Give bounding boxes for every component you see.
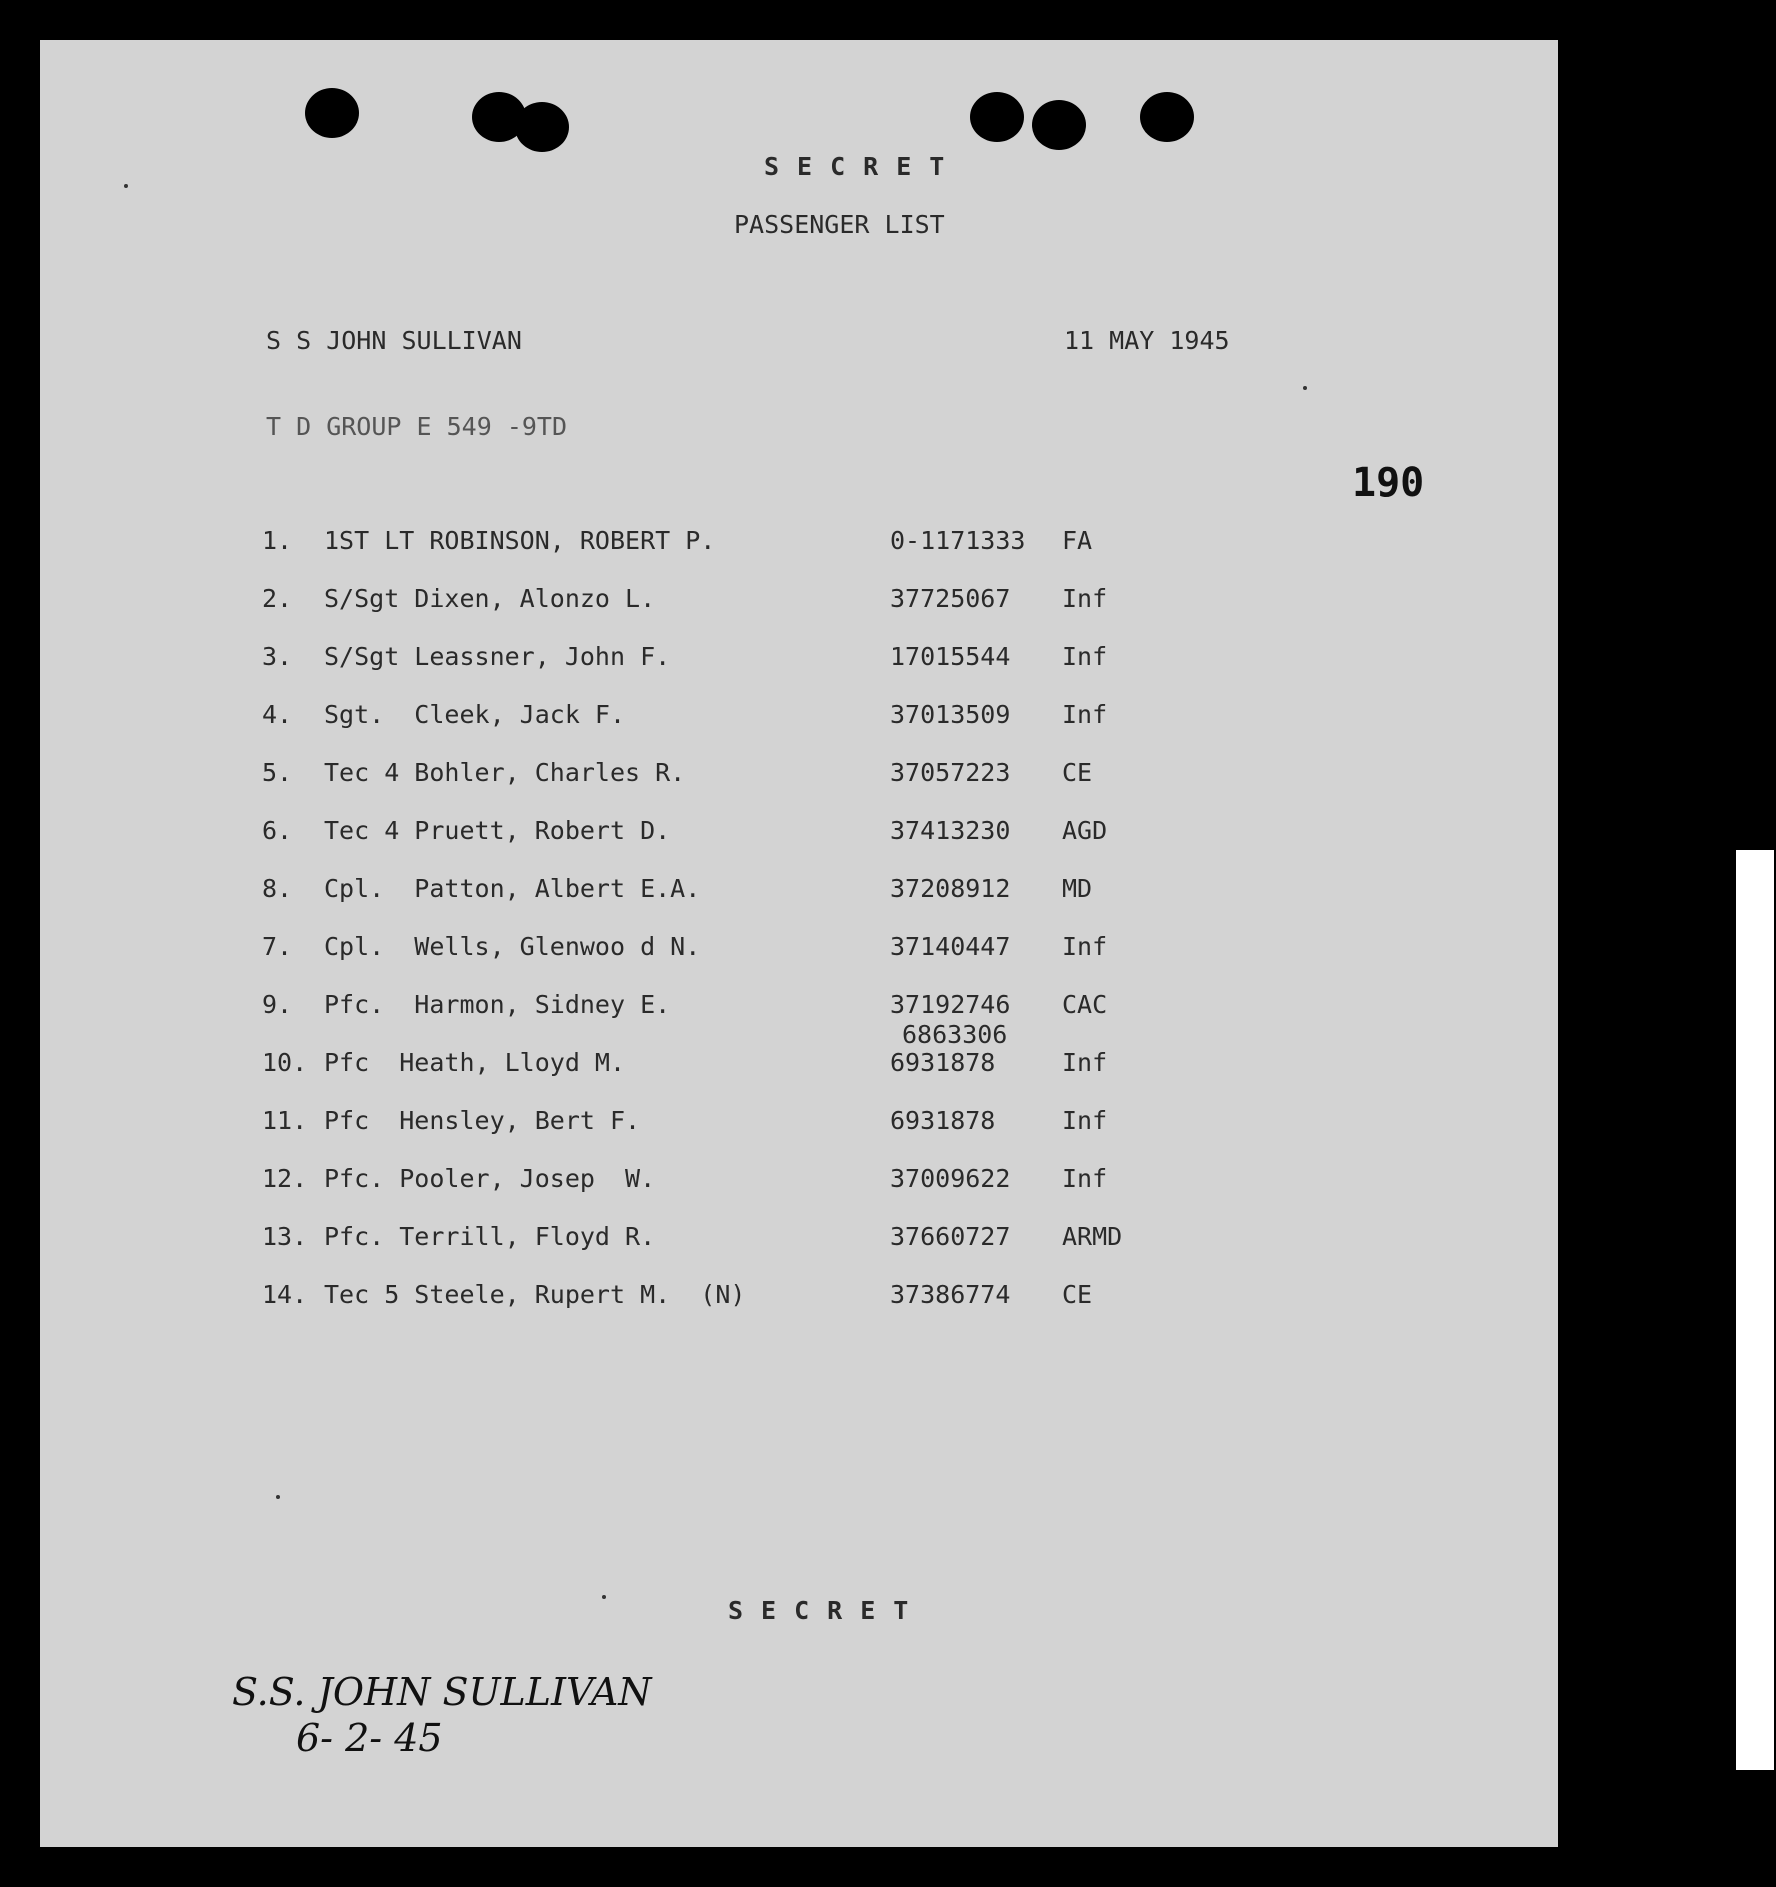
group-designation: T D GROUP E 549 -9TD	[266, 412, 568, 441]
serial-number: 37140447	[890, 932, 1011, 961]
branch: MD	[1062, 874, 1093, 903]
secret-heading-top: SECRET	[764, 152, 963, 181]
row-number: 6.	[262, 816, 293, 845]
passenger-name: Sgt. Cleek, Jack F.	[324, 700, 626, 729]
passenger-name: Pfc. Harmon, Sidney E.	[324, 990, 671, 1019]
passenger-name: Cpl. Patton, Albert E.A.	[324, 874, 701, 903]
serial-number: 6931878	[890, 1106, 996, 1135]
branch: Inf	[1062, 642, 1108, 671]
speck	[1303, 386, 1307, 390]
row-number: 13.	[262, 1222, 308, 1251]
page-number: 190	[1352, 460, 1425, 506]
passenger-name: Pfc. Terrill, Floyd R.	[324, 1222, 656, 1251]
serial-number: 37192746	[890, 990, 1011, 1019]
passenger-name: Tec 5 Steele, Rupert M. (N)	[324, 1280, 746, 1309]
punch-hole	[515, 102, 569, 152]
row-number: 5.	[262, 758, 293, 787]
document-title: PASSENGER LIST	[734, 210, 945, 239]
branch: Inf	[1062, 1048, 1108, 1077]
row-number: 10.	[262, 1048, 308, 1077]
handwritten-ship-name: S.S. JOHN SULLIVAN	[232, 1670, 652, 1714]
passenger-name: 1ST LT ROBINSON, ROBERT P.	[324, 526, 716, 555]
branch: Inf	[1062, 932, 1108, 961]
punch-hole	[1032, 100, 1086, 150]
passenger-name: Tec 4 Bohler, Charles R.	[324, 758, 686, 787]
passenger-name: Pfc Hensley, Bert F.	[324, 1106, 641, 1135]
row-number: 14.	[262, 1280, 308, 1309]
serial-number: 37013509	[890, 700, 1011, 729]
branch: Inf	[1062, 1106, 1108, 1135]
scan-edge-strip	[1736, 850, 1774, 1770]
speck	[276, 1495, 280, 1499]
serial-number: 6931878	[890, 1048, 996, 1077]
row-number: 11.	[262, 1106, 308, 1135]
branch: FA	[1062, 526, 1093, 555]
passenger-name: Pfc. Pooler, Josep W.	[324, 1164, 656, 1193]
branch: Inf	[1062, 700, 1108, 729]
serial-number: 37660727	[890, 1222, 1011, 1251]
serial-number: 17015544	[890, 642, 1011, 671]
speck	[602, 1595, 606, 1599]
row-number: 8.	[262, 874, 293, 903]
row-number: 7.	[262, 932, 293, 961]
serial-number: 37413230	[890, 816, 1011, 845]
row-number: 2.	[262, 584, 293, 613]
row-number: 12.	[262, 1164, 308, 1193]
passenger-name: S/Sgt Dixen, Alonzo L.	[324, 584, 656, 613]
row-number: 9.	[262, 990, 293, 1019]
passenger-name: Pfc Heath, Lloyd M.	[324, 1048, 626, 1077]
row-number: 3.	[262, 642, 293, 671]
punch-hole	[1140, 92, 1194, 142]
secret-heading-bottom: SECRET	[728, 1596, 927, 1625]
serial-number-correction: 6863306	[902, 1020, 1008, 1049]
row-number: 1.	[262, 526, 293, 555]
branch: CAC	[1062, 990, 1108, 1019]
punch-hole	[970, 92, 1024, 142]
passenger-name: Cpl. Wells, Glenwoo d N.	[324, 932, 701, 961]
branch: ARMD	[1062, 1222, 1123, 1251]
serial-number: 37725067	[890, 584, 1011, 613]
punch-hole	[305, 88, 359, 138]
speck	[124, 184, 128, 188]
row-number: 4.	[262, 700, 293, 729]
serial-number: 37208912	[890, 874, 1011, 903]
branch: Inf	[1062, 584, 1108, 613]
serial-number: 37386774	[890, 1280, 1011, 1309]
branch: Inf	[1062, 1164, 1108, 1193]
handwritten-date: 6- 2- 45	[296, 1716, 443, 1760]
branch: AGD	[1062, 816, 1108, 845]
branch: CE	[1062, 758, 1093, 787]
serial-number: 37009622	[890, 1164, 1011, 1193]
passenger-name: S/Sgt Leassner, John F.	[324, 642, 671, 671]
ship-name: S S JOHN SULLIVAN	[266, 326, 522, 355]
list-date: 11 MAY 1945	[1064, 326, 1230, 355]
branch: CE	[1062, 1280, 1093, 1309]
serial-number: 37057223	[890, 758, 1011, 787]
document-page	[40, 40, 1558, 1847]
passenger-name: Tec 4 Pruett, Robert D.	[324, 816, 671, 845]
serial-number: 0-1171333	[890, 526, 1026, 555]
